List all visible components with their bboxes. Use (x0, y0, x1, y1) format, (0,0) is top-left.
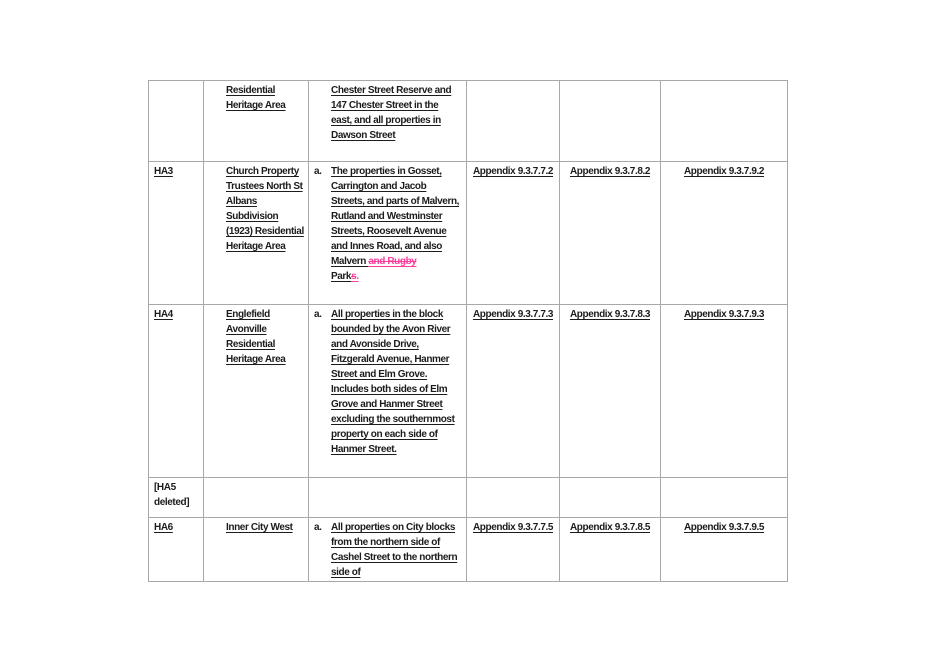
area-id-text: HA6 (154, 522, 173, 533)
list-marker: a. (314, 309, 322, 320)
area-id-text: [HA5 deleted] (154, 482, 190, 508)
area-id-text: HA4 (154, 309, 173, 320)
appendix-7-text: Appendix 9.3.7.7.5 (472, 522, 554, 533)
area-name-cell (204, 305, 309, 478)
appendix-8-cell (560, 162, 661, 305)
table-row (149, 162, 788, 305)
area-id-cell (149, 478, 204, 518)
appendix-9-cell (661, 478, 788, 518)
table-row (149, 478, 788, 518)
area-name-text: Inner City West (226, 522, 293, 533)
appendix-7-text: Appendix 9.3.7.7.3 (472, 309, 554, 320)
appendix-9-text: Appendix 9.3.7.9.5 (683, 522, 765, 533)
appendix-8-cell (560, 518, 661, 582)
appendix-7-cell (467, 478, 560, 518)
description-text: All properties in the block bounded by the Avon River and Avonside Drive, Fitzgerald Avenue, Hanmer Street and Elm Grove. Includes both sides of Elm Grove and Hanmer Street excluding the southernmost property on each side of Hanmer Street. (331, 309, 455, 455)
appendix-9-text: Appendix 9.3.7.9.3 (683, 309, 765, 320)
description-cell (309, 305, 467, 478)
area-id-cell (149, 518, 204, 582)
description-text: Chester Street Reserve and 147 Chester Street in the east, and all properties in Dawson Street (331, 85, 452, 141)
area-name-text: Englefield Avonville Residential Heritage Area (226, 309, 286, 365)
area-name-cell (204, 518, 309, 582)
area-name-text: Residential Heritage Area (226, 85, 286, 111)
description-cell (309, 478, 467, 518)
appendix-8-cell (560, 478, 661, 518)
appendix-9-cell (661, 305, 788, 478)
area-name-cell (204, 478, 309, 518)
area-id-cell (149, 81, 204, 162)
appendix-7-cell (467, 162, 560, 305)
area-name-cell (204, 81, 309, 162)
description-text: The properties in Gosset, Carrington and Jacob Streets, and parts of Malvern, Rutland and Westminster Streets, Roosevelt Avenue and Innes Road, and also Malvern (331, 166, 460, 267)
appendix-8-text: Appendix 9.3.7.8.3 (569, 309, 651, 320)
list-marker: a. (314, 522, 322, 533)
description-cell (309, 81, 467, 162)
table-row (149, 81, 788, 162)
appendix-9-cell (661, 518, 788, 582)
appendix-7-text: Appendix 9.3.7.7.2 (472, 166, 554, 177)
description-text: All properties on City blocks from the northern side of Cashel Street to the northern side of (331, 522, 458, 578)
description-cell (309, 518, 467, 582)
appendix-7-cell (467, 81, 560, 162)
area-id-text: HA3 (154, 166, 173, 177)
appendix-8-cell (560, 81, 661, 162)
appendix-8-text: Appendix 9.3.7.8.5 (569, 522, 651, 533)
deleted-punctuation: . (356, 271, 359, 282)
appendix-8-cell (560, 305, 661, 478)
area-id-cell (149, 162, 204, 305)
appendix-7-cell (467, 305, 560, 478)
list-marker: a. (314, 166, 322, 177)
appendix-7-cell (467, 518, 560, 582)
table-row (149, 305, 788, 478)
heritage-areas-table (148, 80, 788, 582)
area-name-cell (204, 162, 309, 305)
area-id-cell (149, 305, 204, 478)
appendix-9-text: Appendix 9.3.7.9.2 (683, 166, 765, 177)
table-row (149, 518, 788, 582)
description-text: Park (331, 271, 352, 282)
appendix-9-cell (661, 162, 788, 305)
area-name-text: Church Property Trustees North St Albans Subdivision (1923) Residential Heritage Area (226, 166, 304, 252)
deleted-text: s (351, 271, 357, 282)
description-cell (309, 162, 467, 305)
appendix-8-text: Appendix 9.3.7.8.2 (569, 166, 651, 177)
appendix-9-cell (661, 81, 788, 162)
deleted-text: and Rugby (368, 256, 417, 267)
